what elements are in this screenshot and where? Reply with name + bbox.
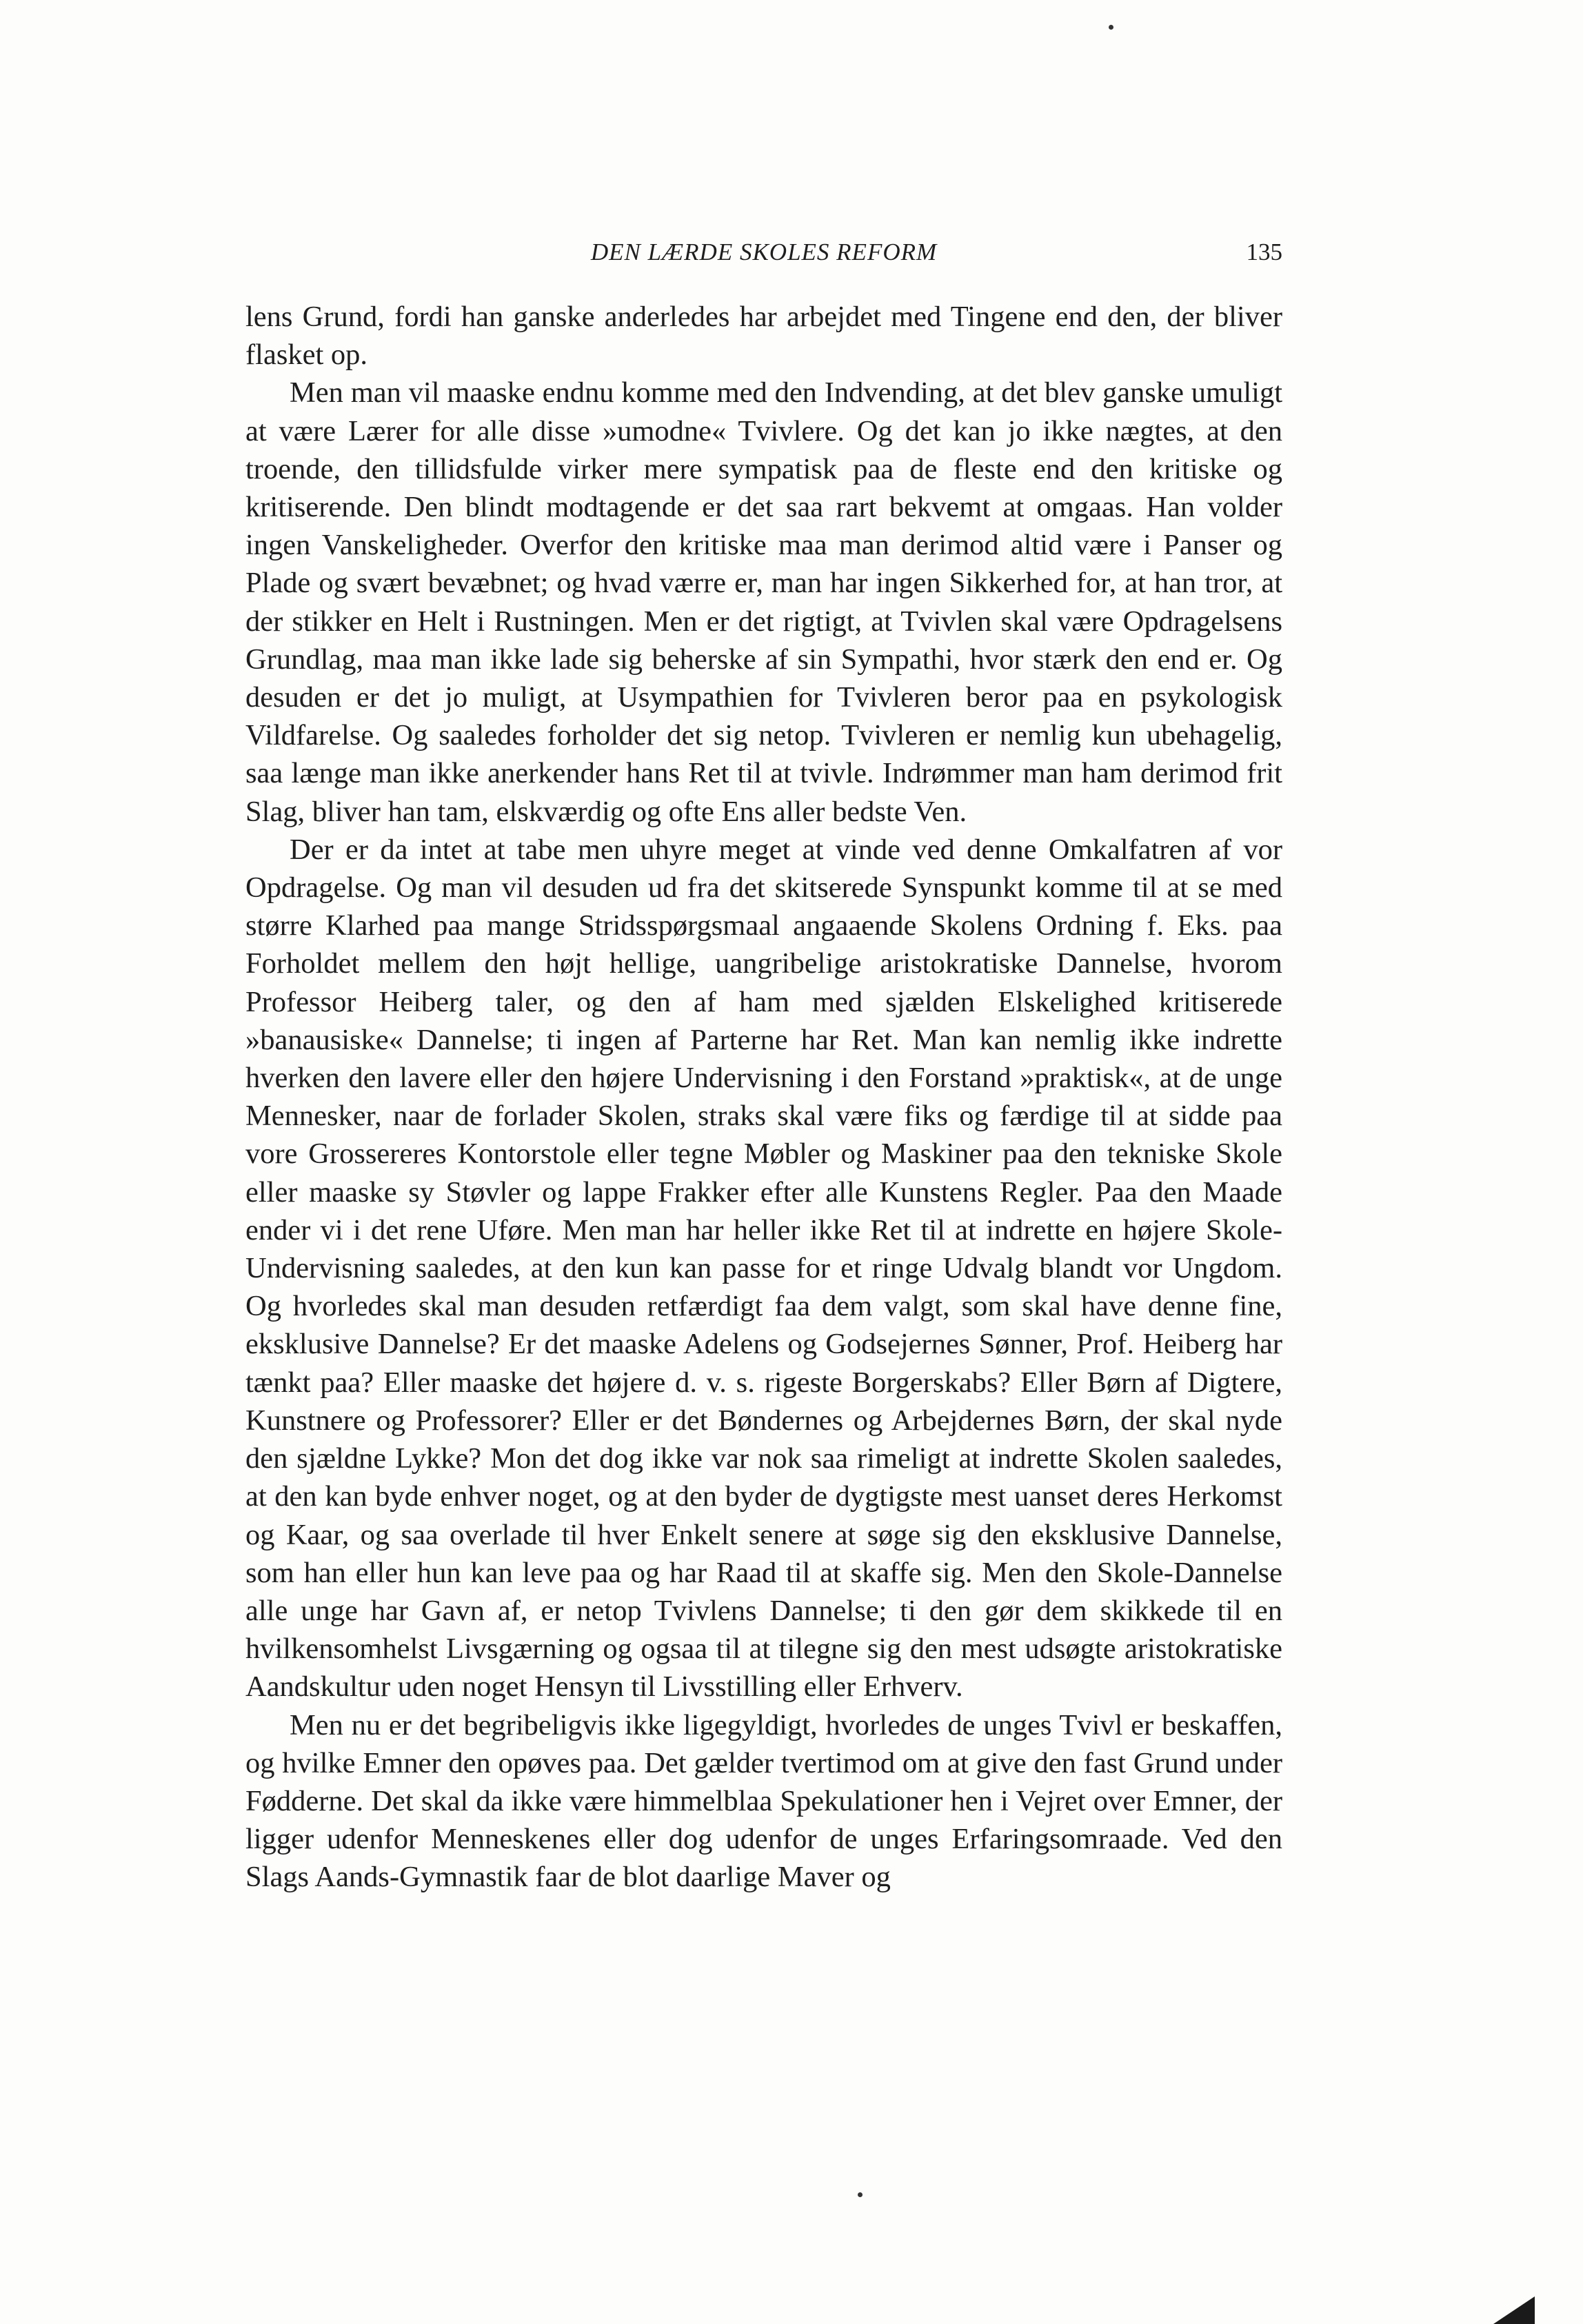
running-header [245, 232, 1282, 273]
page-number: 135 [1246, 239, 1282, 265]
paragraph: Men nu er det begribeligvis ikke ligegyldigt, hvorledes de unges Tvivl er beskaffen, og hvilke Emner den opøves paa. Det gælder tvertimod om at give den fast Grund under Fødderne. Det skal da ikke være himmelblaa Spekulationer hen i Vejret over Emner, der ligger udenfor Menneskenes eller dog udenfor de unges Erfaringsomraade. Ved den Slags Aands-Gymnastik faar de blot daarlige Maver og [245, 1708, 1282, 1894]
body-text [245, 298, 1282, 1897]
speck-mark [1109, 25, 1113, 30]
scan-corner-mark [1493, 2296, 1535, 2324]
paragraph: Der er da intet at tabe men uhyre meget at vinde ved denne Omkalfatren af vor Opdragelse. Og man vil desuden ud fra det skitserede Synspunkt komme til at se med større Klarhed paa mange Stridsspørgsmaal angaaende Skolens Ordning f. Eks. paa Forholdet mellem den højt hellige, uangribelige aristokratiske Dannelse, hvorom Professor Heiberg taler, og den af ham med sjælden Elskelighed kritiserede »banausiske« Dannelse; ti ingen af Parterne har Ret. Man kan nemlig ikke indrette hverken den lavere eller den højere Undervisning i den Forstand »praktisk«, at de unge Mennesker, naar de forlader Skolen, straks skal være fiks og færdige til at sidde paa vore Grossereres Kontorstole eller tegne Møbler og Maskiner paa den tekniske Skole eller maaske sy Støvler og lappe Frakker efter alle Kunstens Regler. Paa den Maade ender vi i det rene Uføre. Men man har heller ikke Ret til at indrette en højere Skole-Undervisning saaledes, at den kun kan passe for et ringe Udvalg blandt vor Ungdom. Og hvorledes skal man desuden retfærdigt faa dem valgt, som skal have denne fine, eksklusive Dannelse? Er det maaske Adelens og Godsejernes Sønner, Prof. Heiberg har tænkt paa? Eller maaske det højere d. v. s. rigeste Borgerskabs? Eller Børn af Digtere, Kunstnere og Professorer? Eller er det Bøndernes og Arbejdernes Børn, der skal nyde den sjældne Lykke? Mon det dog ikke var nok saa rimeligt at indrette Skolen saaledes, at den kan byde enhver noget, og at den byder de dygtigste mest uanset deres Herkomst og Kaar, og saa overlade til hver Enkelt senere at søge sig den eksklusive Dannelse, som han eller hun kan leve paa og har Raad til at skaffe sig. Men den Skole-Dannelse alle unge har Gavn af, er netop Tvivlens Dannelse; ti den gør dem skikkede til en hvilkensomhelst Livsgærning og ogsaa til at tilegne sig den mest udsøgte aristokratiske Aandskultur uden noget Hensyn til Livsstilling eller Erhverv. [245, 833, 1282, 1704]
running-title: DEN LÆRDE SKOLES REFORM [590, 239, 938, 265]
paragraph: Men man vil maaske endnu komme med den Indvending, at det blev ganske umuligt at være Lærer for alle disse »umodne« Tvivlere. Og det kan jo ikke nægtes, at den troende, den tillidsfulde virker mere sympatisk paa de fleste end den kritiske og kritiserende. Den blindt modtagende er det saa rart bekvemt at omgaas. Han volder ingen Vanskeligheder. Overfor den kritiske maa man derimod altid være i Panser og Plade og svært bevæbnet; og hvad værre er, man har ingen Sikkerhed for, at han tror, at der stikker en Helt i Rustningen. Men er det rigtigt, at Tvivlen skal være Opdragelsens Grundlag, maa man ikke lade sig beherske af sin Sympathi, hvor stærk den end er. Og desuden er det jo muligt, at Usympathien for Tvivleren beror paa en psykologisk Vildfarelse. Og saaledes forholder det sig netop. Tvivleren er nemlig kun ubehagelig, saa længe man ikke anerkender hans Ret til at tvivle. Indrømmer man ham derimod frit Slag, bliver han tam, elskværdig og ofte Ens aller bedste Ven. [245, 376, 1282, 828]
paragraph-continuation: lens Grund, fordi han ganske anderledes har arbejdet med Tingene end den, der bliver flasket op. [245, 301, 1282, 372]
speck-mark [858, 2192, 863, 2197]
